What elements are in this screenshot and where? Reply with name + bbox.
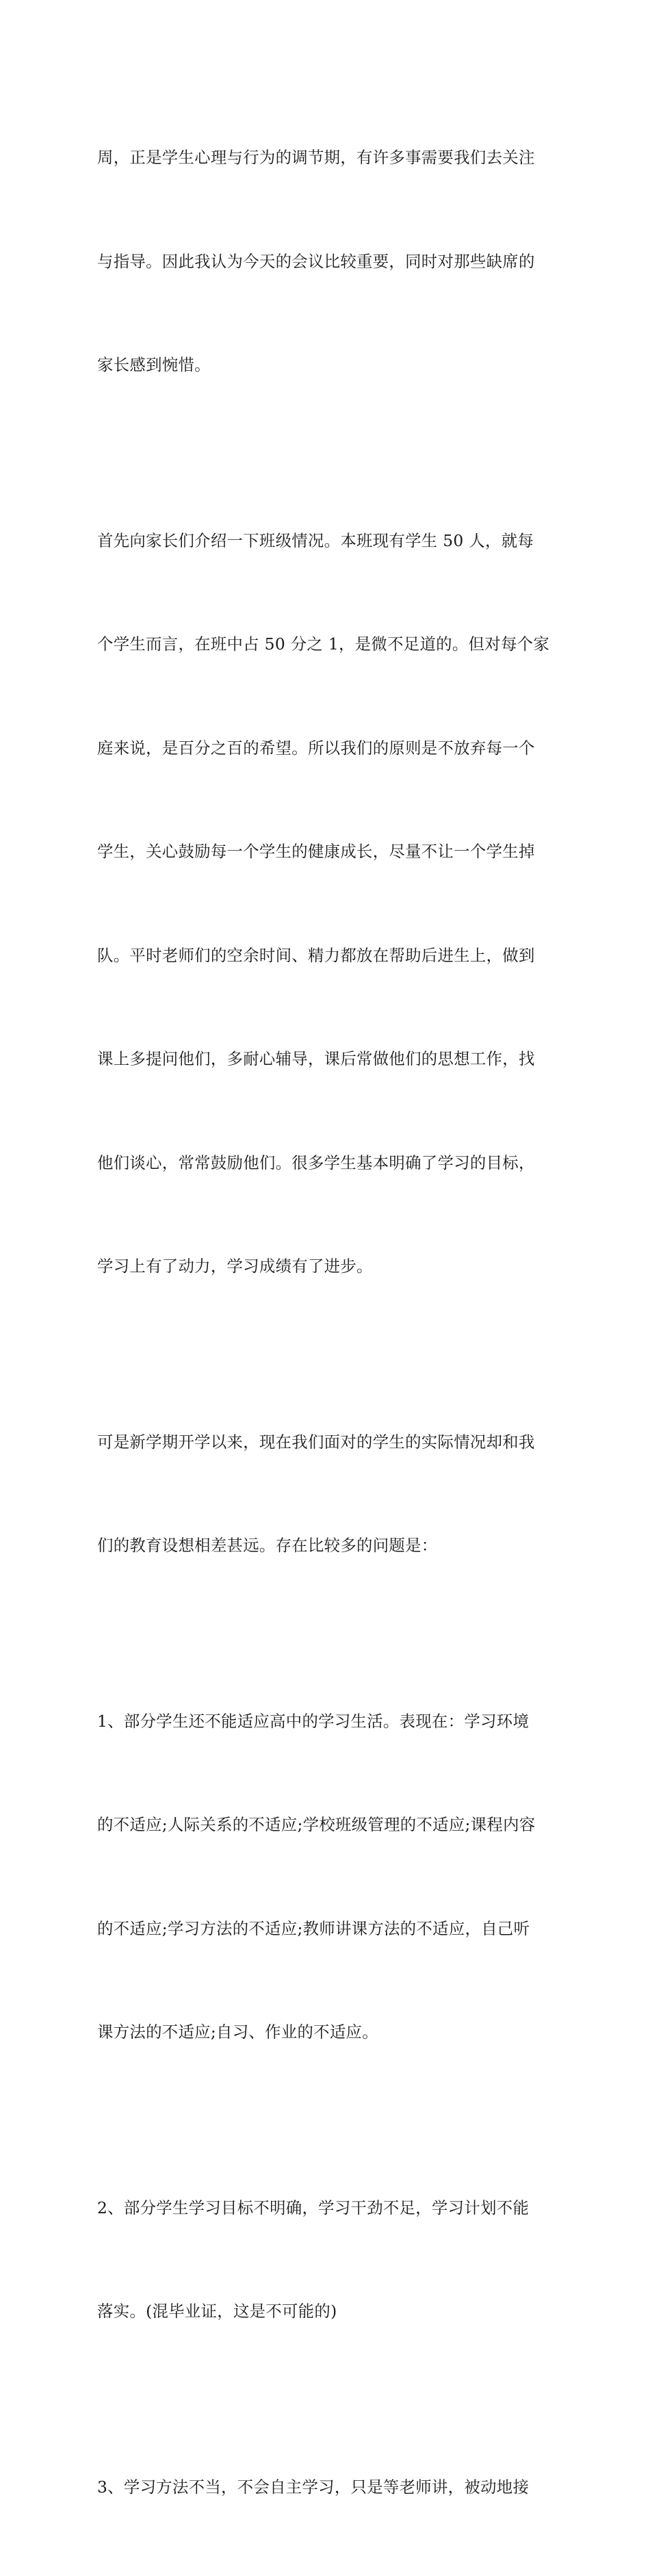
text-line: 他们谈心，常常鼓励他们。很多学生基本明确了学习的目标， [97, 1152, 535, 1172]
text-line: 庭来说，是百分之百的希望。所以我们的原则是不放弃每一个 [97, 738, 535, 758]
text-line: 个学生而言，在班中占 50 分之 1，是微不足道的。但对每个家 [97, 634, 550, 654]
text-line: 2、部分学生学习目标不明确，学习干劲不足，学习计划不能 [97, 2198, 530, 2217]
text-line: 学生，关心鼓励每一个学生的健康成长，尽量不让一个学生掉 [97, 842, 535, 861]
text-line: 可是新学期开学以来，现在我们面对的学生的实际情况却和我 [97, 1432, 535, 1452]
text-line: 3、学习方法不当，不会自主学习，只是等老师讲，被动地接 [97, 2477, 530, 2497]
paragraph-problems-intro [97, 1356, 557, 1632]
paragraph-intro-continuation [97, 71, 557, 452]
text-line: 课上多提问他们，多耐心辅导，课后常做他们的思想工作，找 [97, 1049, 535, 1068]
text-line: 首先向家长们介绍一下班级情况。本班现有学生 50 人，就每 [97, 530, 534, 550]
text-line: 1、部分学生还不能适应高中的学习生活。表现在：学习环境 [97, 1711, 530, 1731]
text-line: 落实。(混毕业证，这是不可能的) [97, 2302, 337, 2321]
text-line: 的不适应;人际关系的不适应;学校班级管理的不适应;课程内容 [97, 1815, 536, 1834]
text-line: 队。平时老师们的空余时间、精力都放在帮助后进生上，做到 [97, 945, 535, 965]
paragraph-problem-3 [97, 2401, 557, 2574]
text-line: 课方法的不适应;自习、作业的不适应。 [97, 2022, 378, 2042]
text-line: 们的教育设想相差甚远。存在比较多的问题是： [97, 1536, 438, 1555]
text-line: 与指导。因此我认为今天的会议比较重要，同时对那些缺席的 [97, 251, 535, 271]
text-line: 周，正是学生心理与行为的调节期，有许多事需要我们去关注 [97, 148, 535, 167]
document-body [97, 71, 557, 2576]
paragraph-problem-1 [97, 1635, 557, 2119]
paragraph-class-overview [97, 454, 557, 1353]
paragraph-problem-2 [97, 2122, 557, 2398]
text-line: 学习上有了动力，学习成绩有了进步。 [97, 1257, 373, 1276]
text-line: 的不适应;学习方法的不适应;教师讲课方法的不适应，自己听 [97, 1918, 530, 1938]
text-line: 家长感到惋惜。 [97, 355, 211, 374]
